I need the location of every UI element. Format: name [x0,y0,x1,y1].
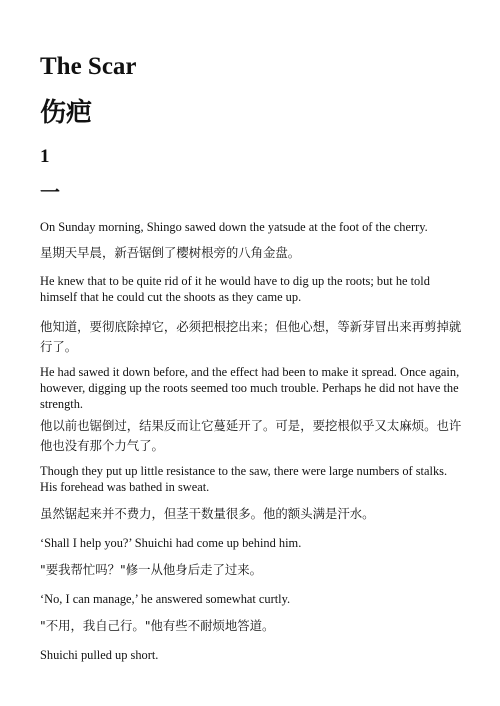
paragraph-chinese: 星期天早晨，新吾锯倒了樱树根旁的八角金盘。 [40,245,301,260]
paragraph-english: Though they put up little resistance to the saw, there were large numbers of stalks. His forehead was bathed in sweat. [40,464,448,494]
chapter-number-chinese: 一 [40,180,60,204]
chapter-number: 1 [40,146,50,167]
title-english: The Scar [40,53,137,80]
paragraph-chinese: "要我帮忙吗？"修一从他身后走了过来。 [40,562,263,577]
paragraph-chinese: 他知道，要彻底除掉它，必须把根挖出来；但他心想，等新芽冒出来再剪掉就行了。 [40,319,462,354]
paragraph-chinese: 他以前也锯倒过，结果反而让它蔓延开了。可是，要挖根似乎又太麻烦。也许他也没有那个力气了。 [40,418,462,453]
paragraph-english: He had sawed it down before, and the effect had been to make it spread. Once again, however, digging up the roots seemed too much trouble. Perhaps he did not have the strength. [40,365,460,411]
paragraph-chinese: 虽然锯起来并不费力，但茎干数量很多。他的额头满是汗水。 [40,506,375,521]
paragraph-english: Shuichi pulled up short. [40,648,159,662]
paragraph-english: ‘No, I can manage,’ he answered somewhat curtly. [40,592,291,606]
paragraph-english: ‘Shall I help you?’ Shuichi had come up behind him. [40,536,302,550]
paragraph-chinese: "不用，我自己行。"他有些不耐烦地答道。 [40,618,275,633]
paragraph-english: On Sunday morning, Shingo sawed down the yatsude at the foot of the cherry. [40,220,428,234]
title-chinese: 伤疤 [40,98,93,128]
paragraph-english: He knew that to be quite rid of it he would have to dig up the roots; but he told himself that he could cut the shoots as they came up. [40,274,430,304]
